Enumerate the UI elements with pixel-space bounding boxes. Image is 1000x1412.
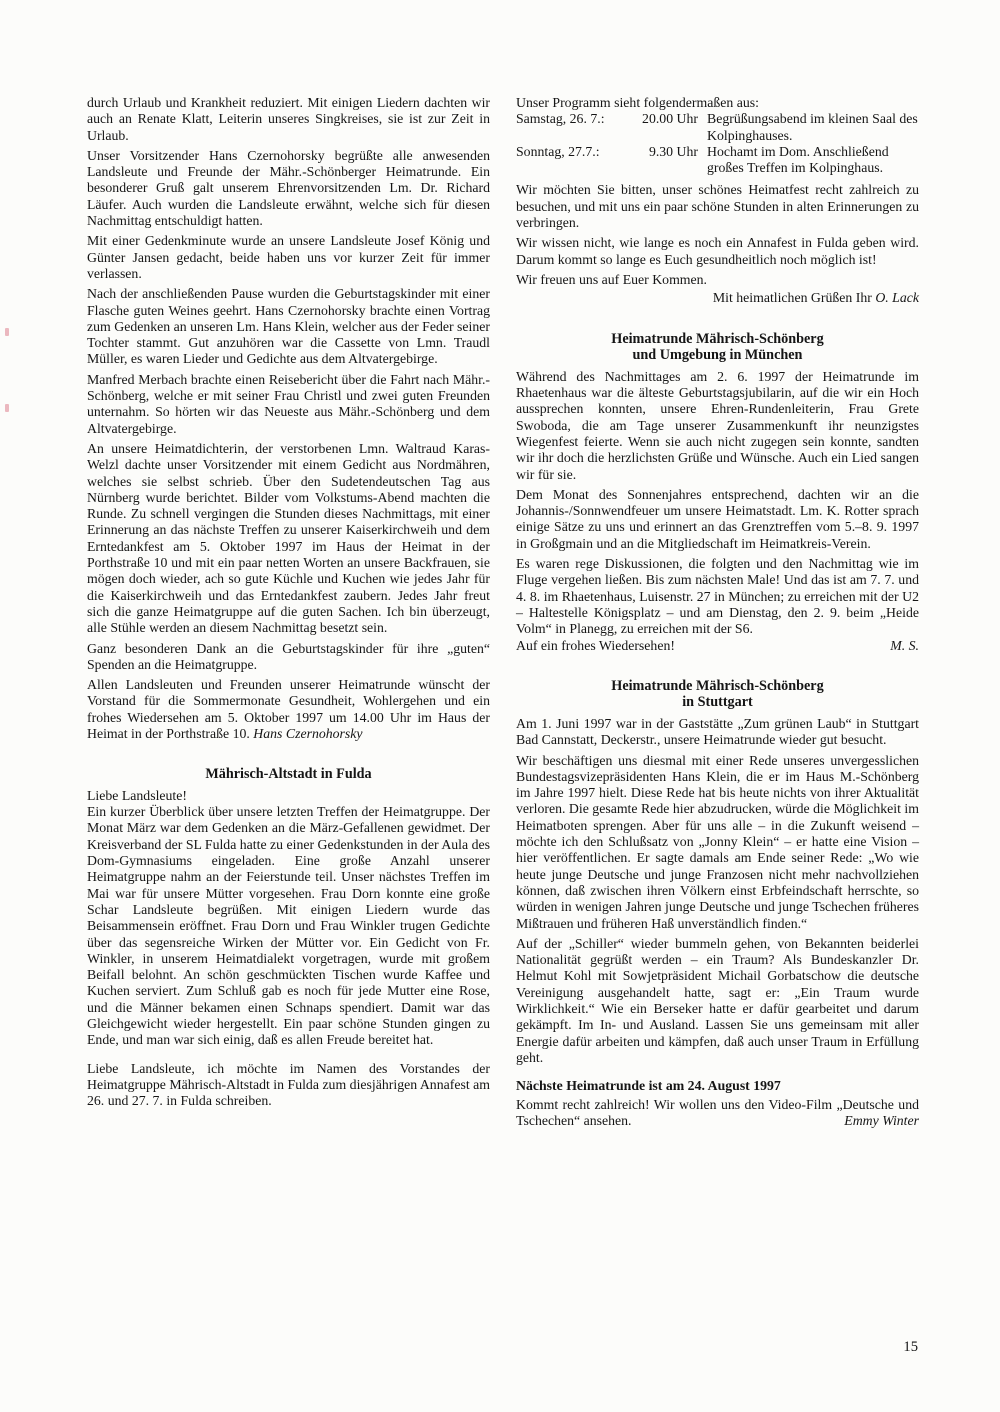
body-paragraph: Manfred Merbach brachte einen Reisebericht über die Fahrt nach Mähr.-Schönberg, welche er mit seiner Frau Christl und zwei guten Freunden unternahm. So hörten wir das Neueste aus Mähr.-Schönberg und dem Altvatergebirge. bbox=[87, 371, 490, 436]
program-desc: Begrüßungsabend im kleinen Saal des Kolpinghauses. bbox=[707, 111, 918, 143]
closing-text: Auf ein frohes Wiedersehen! bbox=[516, 637, 675, 653]
program-intro: Unser Programm sieht folgendermaßen aus: bbox=[516, 95, 759, 110]
section-heading-stuttgart bbox=[516, 678, 919, 711]
author-signature: Emmy Winter bbox=[844, 1112, 919, 1128]
section-heading-text: und Umgebung in München bbox=[632, 347, 803, 364]
paragraph-text: Kommt recht zahlreich! Wir wollen uns den Video-Film „Deutsche und Tschechen“ ansehen. bbox=[516, 1096, 919, 1128]
section-heading-text: in Stuttgart bbox=[682, 694, 753, 711]
body-paragraph: Ein kurzer Überblick über unsere letzten Treffen der Heimatgruppe. Der Monat März war dem Gedenken an die März-Gefallenen gewidmet. Der Kreisverband der SL Fulda hatte zu einer Gedenkstunden in der Aula des Dom-Gymnasiums eingeladen. Eine große Anzahl unserer Heimatgruppe nahm an der Feierstunde teil. Unser nächstes Treffen im Mai war für unsere Mütter vorgesehen. Frau Dorn konnte eine große Schar Landsleute begrüßen. Mit einigen Liedern wurde das Beisammensein eröffnet. Frau Dorn und Frau Winkler trugen Gedichte über das segensreiche Wirken der Mütter vor. Ein Gedicht von Fr. Winkler, in unserem Heimatdialekt vorgetragen, wurde mit großem Beifall belohnt. An schön geschmückten Tischen wurde Kaffee und Kuchen serviert. Zum Schluß gab es noch für jede Mutter eine Rose, und die Männer bekamen einen Schnaps spendiert. Damit war das Gleichgewicht wieder hergestellt. Ein paar schöne Stunden gingen zu Ende, und man war sich einig, daß es allen Freude bereitet hat. bbox=[87, 804, 490, 1048]
body-paragraph: Wir freuen uns auf Euer Kommen. bbox=[516, 271, 708, 287]
closing-line bbox=[516, 638, 919, 654]
section-heading-fulda bbox=[87, 766, 490, 783]
program-time: 9.30 Uhr bbox=[648, 143, 698, 159]
section-heading-muenchen bbox=[516, 331, 919, 364]
author-signature: M. S. bbox=[890, 637, 919, 653]
closing-text: Mit heimatlichen Grüßen Ihr bbox=[712, 290, 872, 306]
author-signature: Hans Czernohorsky bbox=[253, 725, 363, 741]
body-paragraph: Ganz besonderen Dank an die Geburtstagskinder für ihre „guten“ Spenden an die Heimatgruppe. bbox=[87, 640, 490, 672]
body-paragraph: Es waren rege Diskussionen, die folgten und den Nachmittag wie im Fluge vergehen ließen. Bis zum nächsten Male! Und das ist am 7. 7. und 4. 8. im Rhaetenhaus, Luisenstr. 27 in München; zu erreichen mit der U2 – Haltestelle Königsplatz – und am Dienstag, den 2. 9. beim „Heide Volm“ in Planegg, zu erreichen mit der S6. bbox=[516, 556, 919, 637]
next-meeting-notice: Nächste Heimatrunde ist am 24. August 1997 bbox=[516, 1078, 781, 1094]
scan-artifact bbox=[5, 404, 9, 412]
program-desc: Hochamt im Dom. Anschließend großes Treffen im Kolpinghaus. bbox=[707, 143, 889, 176]
section-heading-text: Heimatrunde Mährisch-Schönberg bbox=[611, 677, 824, 694]
body-paragraph: Am 1. Juni 1997 war in der Gaststätte „Zum grünen Laub“ in Stuttgart Bad Cannstatt, Deckerstr., unsere Heimatrunde wieder gut besucht. bbox=[516, 715, 919, 748]
paragraph-text: Allen Landsleuten und Freunden unserer Heimatrunde wünscht der Vorstand für die Sommermonate Gesundheit, Wohlergehen und ein frohes Wiedersehen am 5. Oktober 1997 um 14.00 Uhr im Haus der Heimat in der Porthstraße 10. bbox=[87, 677, 490, 741]
body-paragraph: Während des Nachmittages am 2. 6. 1997 der Heimatrunde im Rhaetenhaus war die älteste Geburtstagsjubilarin, auf die wir ein Hoch aussprechen konnten, unsere Ehren-Rundenleiterin, Frau Grete Swoboda, die am Tage unserer Zusammenkunft ihr neunzigstes Wiegenfest feierte. Wenn sie auch nicht zugegen sein konnte, sandten wir ihr doch die herzlichsten Grüße und Wünsche. Auch ein Lied sangen wir für sie. bbox=[516, 368, 919, 482]
body-paragraph: An unsere Heimatdichterin, der verstorbenen Lmn. Waltraud Karas-Welzl dachte unser Vorsitzender mit einem Gedicht aus Nordmähren, welches sie selbst schrieb. Über den Sudetendeutschen Tag aus Nürnberg wurde berichtet. Bilder vom Volkstums-Abend machten die Runde. Zu schnell vergingen die Stunden dieses Nachmittags, mit einer Erinnerung an das nächste Treffen zu unserer Kaiserkirchweih und dem Erntedankfest am 5. Oktober 1997 im Haus der Heimat in der Porthstraße 10 und mit ein paar netten Worten an unsere Backfrauen, sie mögen doch wieder, ach so gute Küchle und Kuchen wie jedes Jahr für die Kaiserkirchweih und das Erntedankfest zaubern. Jedes Jahr freut sich die ganze Heimatgruppe auf die guten Sachen. Ich bin überzeugt, alle Stühle werden an diesem Nachmittag besetzt sein. bbox=[87, 440, 490, 636]
program-schedule bbox=[516, 111, 919, 176]
body-paragraph bbox=[87, 677, 490, 742]
body-paragraph: Liebe Landsleute, ich möchte im Namen des Vorstandes der Heimatgruppe Mährisch-Altstadt in Fulda zum diesjährigen Annafest am 26. und 27. 7. in Fulda schreiben. bbox=[87, 1060, 490, 1109]
closing-line bbox=[516, 290, 919, 306]
body-paragraph: Auf der „Schiller“ wieder bummeln gehen, von Bekannten beiderlei Nationalität gegrüßt werden – ein Traum? Als Bundeskanzler Dr. Helmut Kohl mit Sowjetpräsident Michail Gorbatschow die deutsche Vereinigung ausgehandelt hatte, sagt er: „Ein Traum wurde Wirklichkeit.“ Wie ein Berseker hatte er dafür gearbeitet und darum gekämpft. Im In- und Ausland. Lassen Sie uns gemeinsam mit aller Energie dafür arbeiten und kämpfen, daß auch unser Traum in Erfüllung geht. bbox=[516, 935, 919, 1065]
section-heading-text: Mährisch-Altstadt in Fulda bbox=[205, 766, 372, 783]
program-time: 20.00 Uhr bbox=[642, 111, 698, 127]
body-paragraph: Nach der anschließenden Pause wurden die Geburtstagskinder mit einer Flasche guten Weines geehrt. Hans Czernohorsky brachte einen Vortrag zum Gedenken an unseren Lm. Hans Klein, welcher aus der Feder seiner Tochter stammt. Gut anzuhören war die Cassette von Lmn. Traudl Müller, es waren Lieder und Gedichte aus dem Altvatergebirge. bbox=[87, 286, 490, 367]
body-paragraph: Wir möchten Sie bitten, unser schönes Heimatfest recht zahlreich zu besuchen, und mit uns ein paar schöne Stunden in alten Erinnerungen zu verbringen. bbox=[516, 182, 919, 231]
column-left bbox=[87, 95, 490, 1114]
body-paragraph bbox=[516, 1097, 919, 1130]
body-paragraph: Dem Monat des Sonnenjahres entsprechend, dachten wir an die Johannis-/Sonnwendfeuer um unsere Heimatstadt. Lm. K. Rotter sprach einige Sätze zu uns und erinnert an das Grenztreffen vom 5.–8. 9. 1997 in Großgmain und an die Mitgliedschaft im Heimatkreis-Verein. bbox=[516, 486, 919, 551]
section-heading-text: Heimatrunde Mährisch-Schönberg bbox=[611, 330, 824, 347]
page-number: 15 bbox=[903, 1339, 918, 1355]
program-day: Sonntag, 27.7.: bbox=[516, 143, 600, 159]
body-paragraph: Wir beschäftigen uns diesmal mit einer Rede unseres unvergesslichen Bundestagsvizepräsidenten Hans Klein, die er im Haus M.-Schönberg im Jahre 1997 hielt. Diese Rede hat bis heute nichts von ihrer Aktualität verloren. Die gesamte Rede hier abzudrucken, würde die Möglichkeit im Heimatboten sprengen. Aber für uns alle – in die Zukunft weisend – möchte ich den Schlußsatz von „Jonny Klein“ – er hatte eine Vision – hier veröffentlichen. Er sagte damals am Ende seiner Rede: „Wo wie heute junge Deutsche und junge Franzosen nicht mehr nachvollziehen können, daß zwischen ihren Völkern einst Erbfeindschaft herrschte, so würden in wenigen Jahren junge Deutsche und junge Tschechen früheres Mißtrauen und früheren Haß unverständlich finden.“ bbox=[516, 752, 919, 931]
scan-artifact bbox=[5, 328, 9, 336]
body-paragraph: Unser Vorsitzender Hans Czernohorsky begrüßte alle anwesenden Landsleute und Freunde der Mähr.-Schönberger Heimatrunde. Ein besonderer Gruß galt unserem Ehrenvorsitzenden Lm. Dr. Richard Läufer. Auch wurden die Landsleute erwähnt, welche sich für diesen Nachmittag entschuldigt hatten. bbox=[87, 147, 490, 229]
body-paragraph: Mit einer Gedenkminute wurde an unsere Landsleute Josef König und Günter Jansen gedacht, beide haben uns vor kurzer Zeit für immer verlassen. bbox=[87, 233, 490, 281]
author-signature: O. Lack bbox=[875, 290, 919, 306]
program-day: Samstag, 26. 7.: bbox=[516, 111, 605, 127]
salutation: Liebe Landsleute! bbox=[87, 787, 187, 803]
column-right bbox=[516, 95, 919, 1133]
body-paragraph: durch Urlaub und Krankheit reduziert. Mit einigen Liedern dachten wir auch an Renate Klatt, Leiterin unseres Singkreises, sie ist zur Zeit in Urlaub. bbox=[87, 95, 490, 143]
body-paragraph: Wir wissen nicht, wie lange es noch ein Annafest in Fulda geben wird. Darum kommt so lange es Euch gesundheitlich noch möglich ist! bbox=[516, 235, 919, 267]
